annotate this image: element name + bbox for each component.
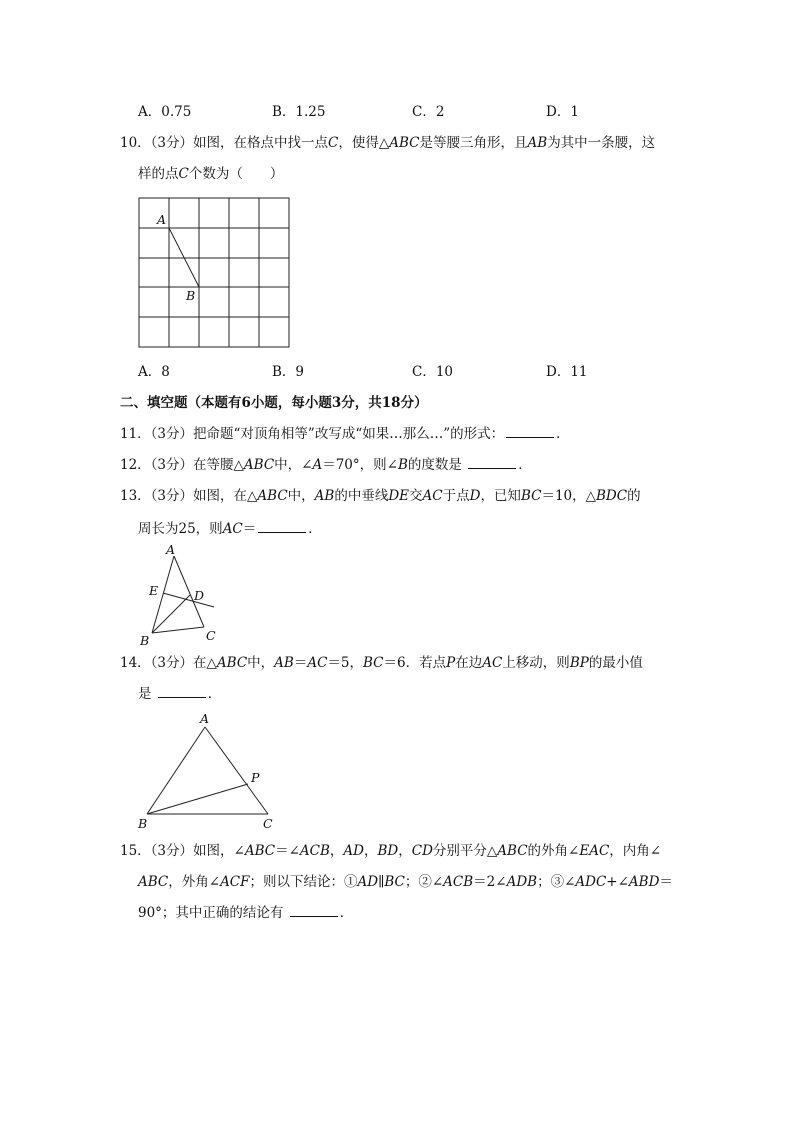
answer-blank: [258, 520, 306, 533]
label-a: A: [166, 542, 176, 557]
q13-triangle-figure: [130, 540, 230, 648]
answer-blank: [506, 425, 554, 438]
q15-line3: 90°；其中正确的结论有 ．: [138, 905, 354, 921]
q9-option-d: D．1: [546, 104, 579, 120]
side-ab: [147, 727, 205, 814]
label-b: B: [138, 816, 148, 831]
q13-line1: 13．（3分）如图，在△ABC中，AB的中垂线DE交AC于点D，已知BC＝10，△BDC的: [120, 488, 641, 504]
q13-line2: 周长为25，则AC＝ ．: [138, 521, 322, 537]
label-d: D: [194, 588, 205, 603]
perpendicular-bisector-de: [163, 593, 214, 607]
q14-triangle-figure: [130, 710, 290, 835]
label-c: C: [206, 628, 216, 643]
label-b: B: [140, 633, 150, 648]
q9-option-a: A．0.75: [138, 104, 192, 120]
q9-option-c: C．2: [412, 104, 445, 120]
q10-line2: 样的点C个数为（ ）: [138, 166, 284, 182]
label-e: E: [149, 583, 159, 598]
label-a: A: [200, 711, 210, 726]
answer-blank: [468, 456, 516, 469]
q14-line2: 是 ．: [138, 686, 222, 702]
label-p: P: [251, 770, 260, 785]
q10-line1: 10．（3分）如图，在格点中找一点C，使得△ABC是等腰三角形，且AB为其中一条腰，这: [120, 135, 656, 151]
q10-option-c: C．10: [412, 364, 454, 380]
q14-line1: 14．（3分）在△ABC中，AB＝AC＝5，BC＝6．若点P在边AC上移动，则BP的最小值: [120, 655, 643, 671]
q15-line2: ABC，外角∠ACF；则以下结论：①AD∥BC；②∠ACB＝2∠ADB；③∠ADC+∠ABD＝: [138, 874, 673, 890]
label-c: C: [263, 816, 273, 831]
q10-option-a: A．8: [138, 364, 170, 380]
answer-blank: [290, 904, 338, 917]
q10-grid-figure: [130, 190, 300, 352]
segment-bp: [147, 784, 248, 814]
section-title: 二、填空题（本题有6小题，每小题3分，共18分）: [120, 395, 428, 411]
q15-line1: 15．（3分）如图，∠ABC＝∠ACB，AD，BD，CD分别平分△ABC的外角∠EAC，内角∠: [120, 843, 662, 859]
q9-option-b: B．1.25: [272, 104, 326, 120]
q10-option-b: B．9: [272, 364, 305, 380]
q10-option-d: D．11: [546, 364, 588, 380]
answer-blank: [158, 685, 206, 698]
q12: 12．（3分）在等腰△ABC中，∠A＝70°，则∠B的度数是 ．: [120, 457, 532, 473]
label-a: A: [157, 212, 167, 227]
label-b: B: [186, 288, 196, 303]
side-bc: [152, 627, 204, 633]
q11: 11．（3分）把命题“对顶角相等”改写成“如果…那么…”的形式： ．: [120, 426, 570, 442]
